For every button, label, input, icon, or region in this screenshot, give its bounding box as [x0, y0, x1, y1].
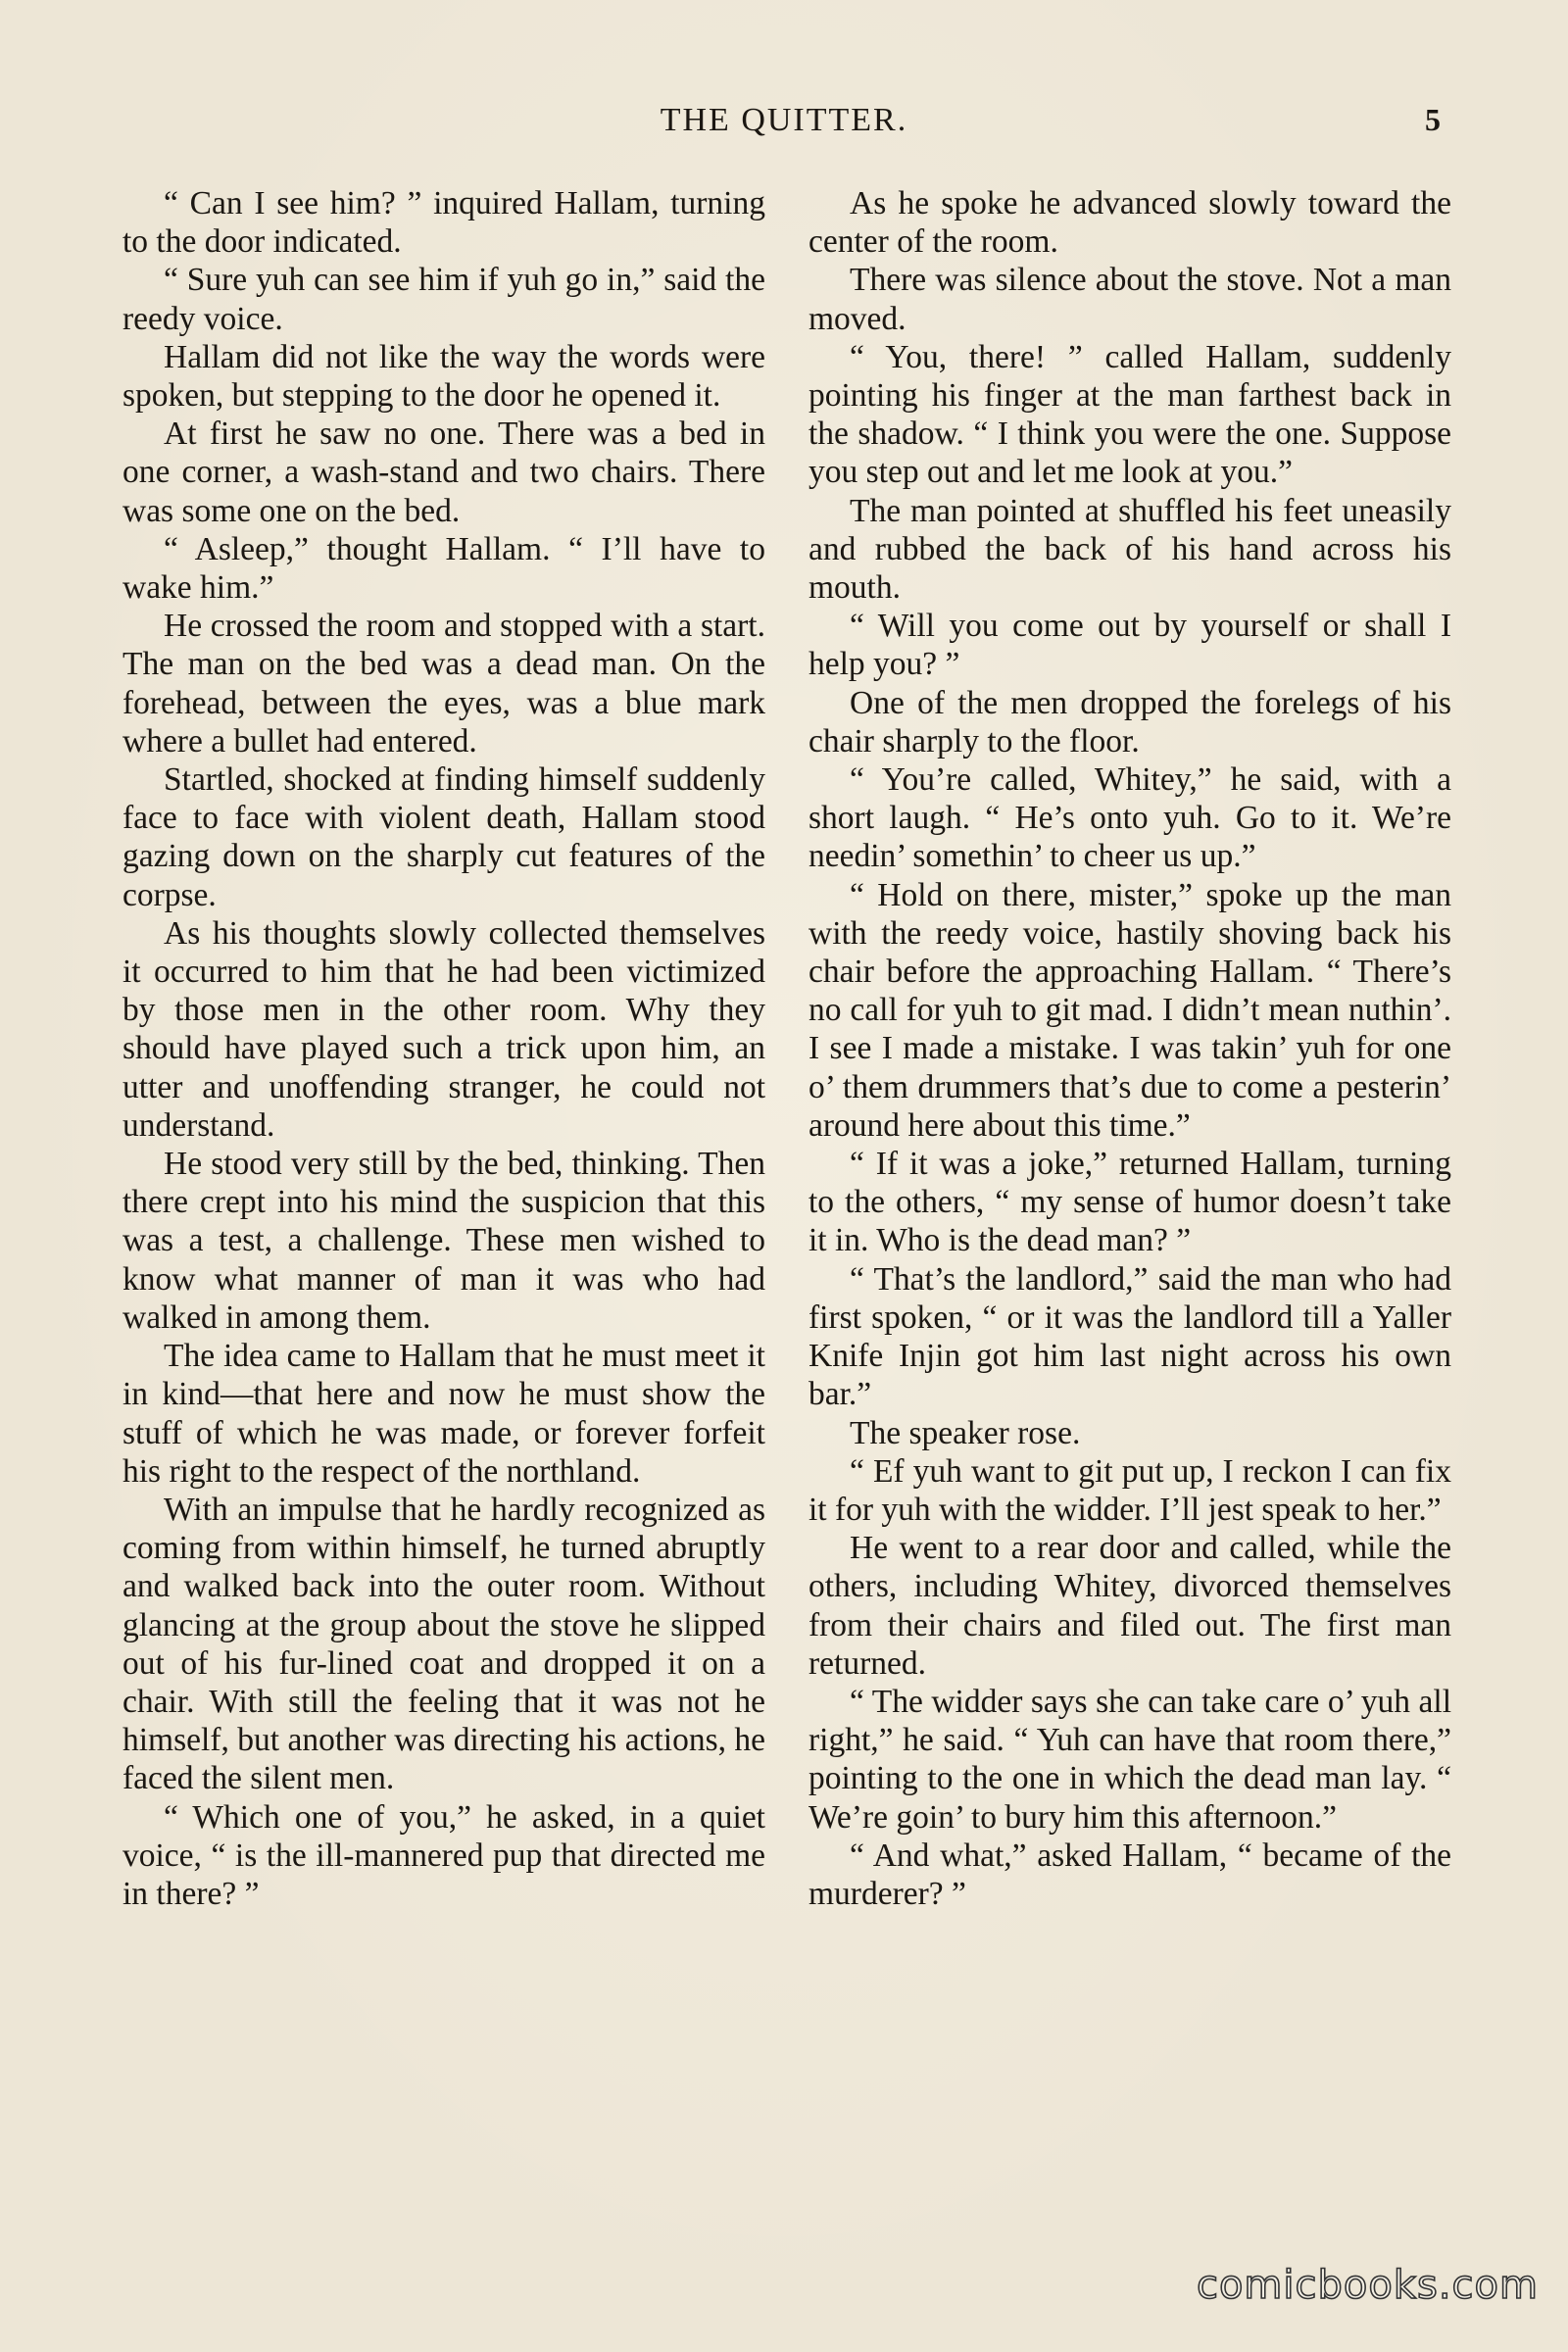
- paragraph: “ That’s the landlord,” said the man who had first spoken, “ or it was the landlord till a Yaller Knife Injin got him last night across his own bar.”: [808, 1260, 1451, 1413]
- paragraph: “ You, there! ” called Hallam, suddenly pointing his finger at the man farthest back in the shadow. “ I think you were the one. Suppose you step out and let me look at you.”: [808, 338, 1451, 491]
- paragraph: “ Can I see him? ” inquired Hallam, turning to the door indicated.: [122, 185, 765, 261]
- paragraph: He crossed the room and stopped with a start. The man on the bed was a dead man. On the forehead, between the eyes, was a blue mark where a bullet had entered.: [122, 608, 765, 760]
- paragraph: There was silence about the stove. Not a man moved.: [808, 262, 1451, 337]
- running-head: [0, 102, 1568, 151]
- paragraph: “ And what,” asked Hallam, “ became of the murderer? ”: [808, 1837, 1451, 1912]
- paragraph: “ You’re called, Whitey,” he said, with a short laugh. “ He’s onto yuh. Go to it. We’re needin’ somethin’ to cheer us up.”: [808, 761, 1451, 875]
- source-watermark: comicbooks.com: [1196, 2263, 1539, 2308]
- paragraph: Startled, shocked at finding himself suddenly face to face with violent death, Hallam stood gazing down on the sharply cut features of the corpse.: [122, 761, 765, 913]
- paragraph: He went to a rear door and called, while the others, including Whitey, divorced themselves from their chairs and filed out. The first man returned.: [808, 1530, 1451, 1682]
- paragraph: Hallam did not like the way the words were spoken, but stepping to the door he opened it.: [122, 338, 765, 415]
- paragraph: The idea came to Hallam that he must meet it in kind—that here and now he must show the stuff of which he was made, or forever forfeit his right to the respect of the northland.: [122, 1338, 765, 1490]
- paragraph: At first he saw no one. There was a bed in one corner, a wash-stand and two chairs. There was some one on the bed.: [122, 416, 765, 529]
- left-column: [122, 184, 765, 1913]
- right-column: [808, 184, 1451, 1913]
- paragraph: The speaker rose.: [850, 1414, 1081, 1451]
- paragraph: “ Will you come out by yourself or shall I help you? ”: [808, 608, 1451, 683]
- paragraph: He stood very still by the bed, thinking. Then there crept into his mind the suspicion that this was a test, a challenge. These men wished to know what manner of man it was who had walked in among them.: [122, 1146, 765, 1336]
- paragraph: “ Asleep,” thought Hallam. “ I’ll have to wake him.”: [122, 530, 765, 607]
- paragraph: “ Hold on there, mister,” spoke up the man with the reedy voice, hastily shoving back his chair before the approaching Hallam. “ There’s no call for yuh to git mad. I didn’t mean nuthin’. I see I made a mistake. I was takin’ yuh for one o’ them drummers that’s due to come a pesterin’ around here about this time.”: [808, 876, 1451, 1144]
- running-title: THE QUITTER.: [660, 102, 908, 138]
- paragraph: The man pointed at shuffled his feet uneasily and rubbed the back of his hand across his mouth.: [808, 492, 1451, 607]
- paragraph: As he spoke he advanced slowly toward the center of the room.: [808, 185, 1451, 261]
- paragraph: With an impulse that he hardly recognized as coming from within himself, he turned abruptly and walked back into the outer room. Without glancing at the group about the stove he slipped out of his fur-lined coat and dropped it on a chair. With still the feeling that it was not he himself, but another was directing his actions, he faced the silent men.: [122, 1491, 765, 1797]
- page-number: 5: [1425, 102, 1441, 137]
- paragraph: “ Ef yuh want to git put up, I reckon I can fix it for yuh with the widder. I’ll jest speak to her.”: [808, 1452, 1451, 1528]
- paragraph: “ If it was a joke,” returned Hallam, turning to the others, “ my sense of humor doesn’t take it in. Who is the dead man? ”: [808, 1146, 1451, 1259]
- paragraph: “ The widder says she can take care o’ yuh all right,” he said. “ Yuh can have that room there,” pointing to the one in which the dead man lay. “ We’re goin’ to bury him this afternoon.”: [808, 1683, 1451, 1836]
- paragraph: As his thoughts slowly collected themselves it occurred to him that he had been victimized by those men in the other room. Why they should have played such a trick upon him, an utter and unoffending stranger, he could not understand.: [122, 914, 765, 1144]
- paragraph: “ Sure yuh can see him if yuh go in,” said the reedy voice.: [122, 262, 765, 337]
- paragraph: One of the men dropped the forelegs of his chair sharply to the floor.: [808, 684, 1451, 760]
- paragraph: “ Which one of you,” he asked, in a quiet voice, “ is the ill-mannered pup that directed me in there? ”: [122, 1798, 765, 1912]
